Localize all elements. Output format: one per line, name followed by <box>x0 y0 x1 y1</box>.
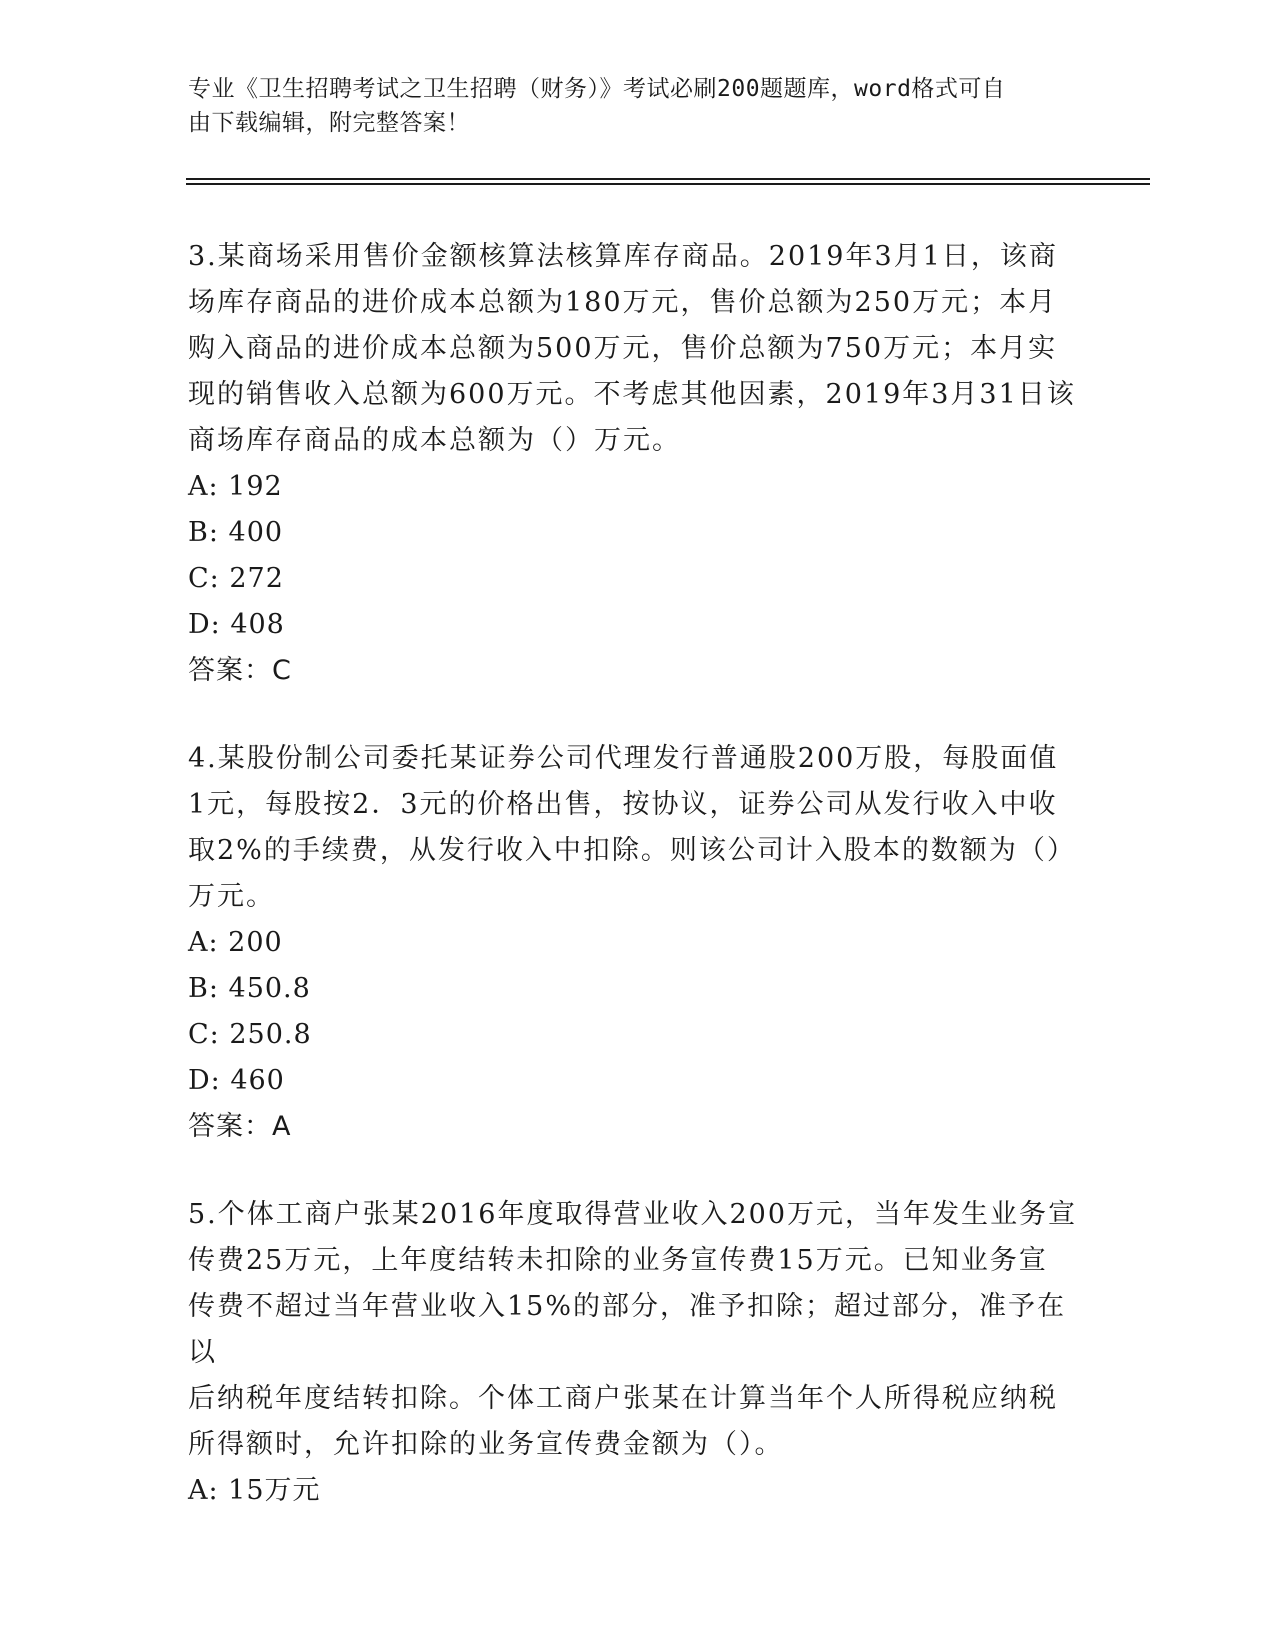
question-line: 取2%的手续费，从发行收入中扣除。则该公司计入股本的数额为（） <box>188 835 1076 866</box>
question-line: 1元，每股按2．3元的价格出售，按协议，证券公司从发行收入中收 <box>188 789 1058 820</box>
option-a: A: 192 <box>188 471 283 502</box>
question-line: 所得额时，允许扣除的业务宣传费金额为（）。 <box>188 1429 784 1460</box>
question-line: 5.个体工商户张某2016年度取得营业收入200万元，当年发生业务宣 <box>188 1199 1078 1230</box>
question-line: 场库存商品的进价成本总额为180万元，售价总额为250万元；本月 <box>188 287 1058 318</box>
question-line: 传费25万元，上年度结转未扣除的业务宣传费15万元。已知业务宣 <box>188 1245 1048 1276</box>
option-a: A: 15万元 <box>188 1475 321 1506</box>
question-4 <box>188 736 1088 1150</box>
option-d: D: 460 <box>188 1065 285 1096</box>
question-line: 4.某股份制公司委托某证券公司代理发行普通股200万股，每股面值 <box>188 743 1059 774</box>
option-c: C: 272 <box>188 563 284 594</box>
option-d: D: 408 <box>188 609 285 640</box>
option-b: B: 400 <box>188 517 284 548</box>
option-a: A: 200 <box>188 927 283 958</box>
question-line: 万元。 <box>188 881 275 912</box>
question-line: 后纳税年度结转扣除。个体工商户张某在计算当年个人所得税应纳税 <box>188 1383 1058 1414</box>
question-line: 购入商品的进价成本总额为500万元，售价总额为750万元；本月实 <box>188 333 1058 364</box>
document-header <box>188 72 1088 140</box>
header-line-1: 专业《卫生招聘考试之卫生招聘（财务）》考试必刷200题题库，word格式可自 <box>188 76 1006 102</box>
answer-label: 答案：A <box>188 1111 292 1142</box>
answer-label: 答案：C <box>188 655 292 686</box>
question-5 <box>188 1192 1088 1514</box>
question-line: 3.某商场采用售价金额核算法核算库存商品。2019年3月1日，该商 <box>188 241 1058 272</box>
question-line: 商场库存商品的成本总额为（）万元。 <box>188 425 681 456</box>
header-divider-bottom <box>186 183 1150 185</box>
option-c: C: 250.8 <box>188 1019 312 1050</box>
question-line: 现的销售收入总额为600万元。不考虑其他因素，2019年3月31日该 <box>188 379 1076 410</box>
question-line: 传费不超过当年营业收入15%的部分，准予扣除；超过部分，准予在以 <box>188 1291 1067 1368</box>
question-3 <box>188 234 1088 694</box>
header-line-2: 由下载编辑，附完整答案！ <box>188 110 470 136</box>
option-b: B: 450.8 <box>188 973 311 1004</box>
header-divider-top <box>186 178 1150 180</box>
